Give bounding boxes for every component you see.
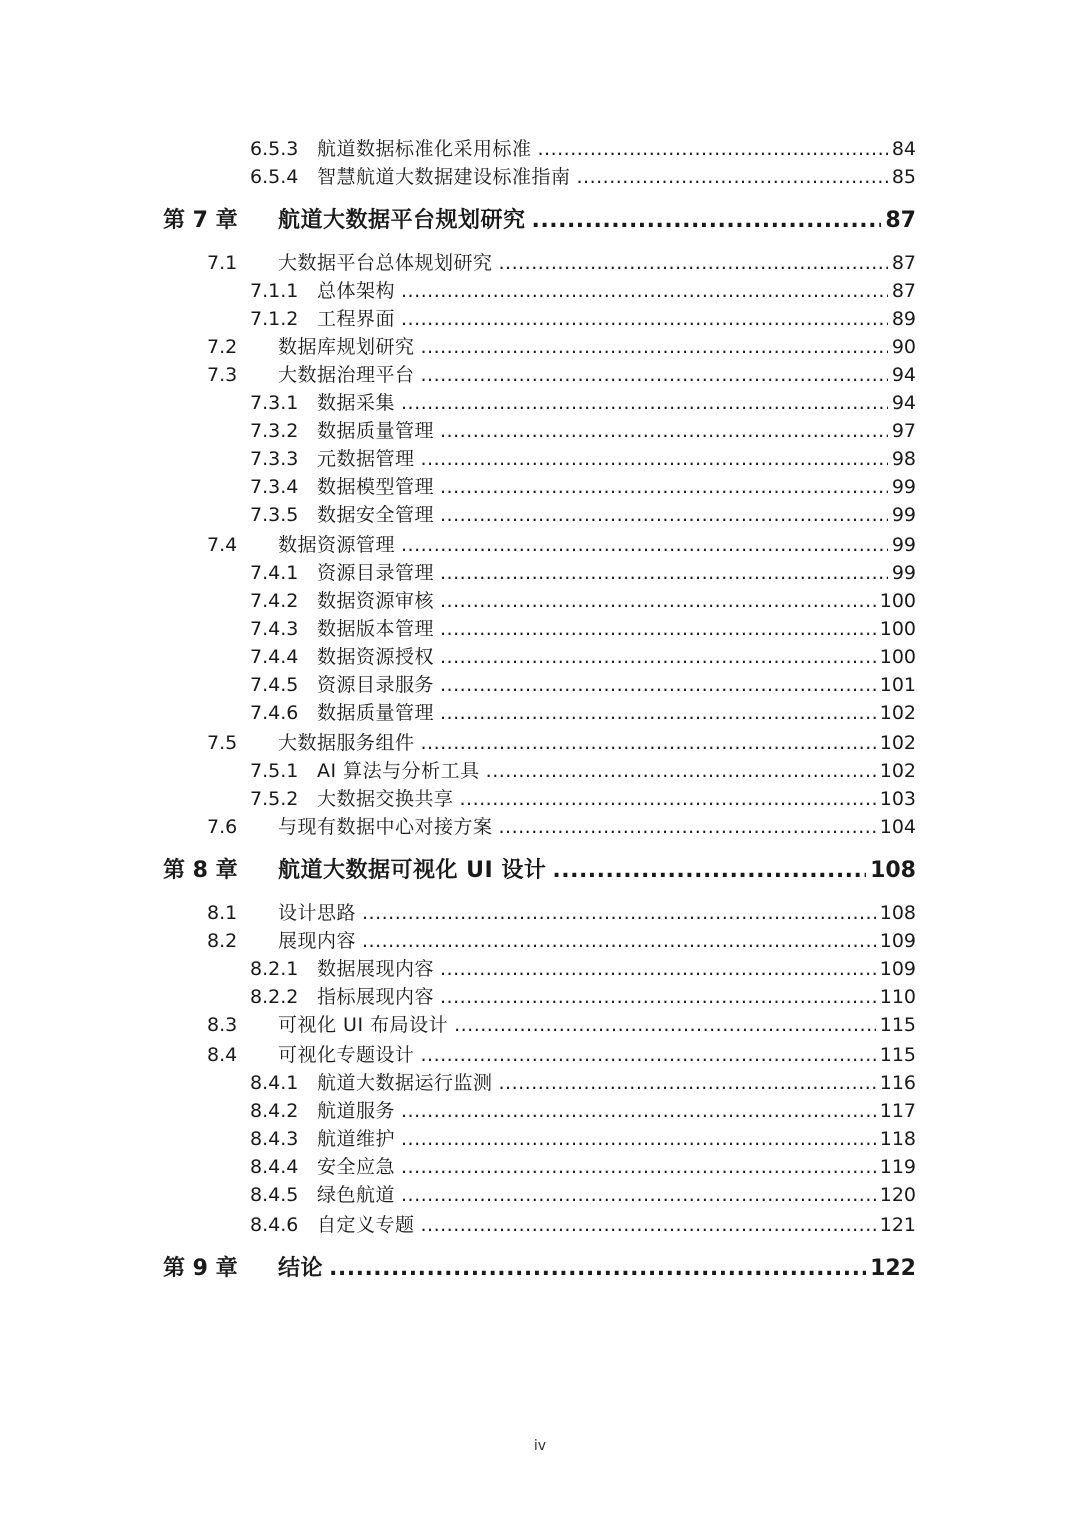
toc-entry-page: 121 [879, 1214, 916, 1236]
toc-entry-title: 数据版本管理 [317, 618, 435, 640]
toc-dot-leader [577, 166, 888, 188]
toc-dot-leader [440, 958, 876, 980]
toc-entry-page: 117 [879, 1100, 916, 1122]
toc-entry-number: 7.6 [207, 816, 238, 838]
toc-subsection-entry[interactable] [250, 642, 916, 668]
toc-dot-leader [401, 534, 888, 556]
toc-entry-number: 8.4.4 [250, 1156, 299, 1178]
toc-entry-title: 航道数据标准化采用标准 [317, 138, 532, 160]
toc-entry-page: 109 [879, 958, 916, 980]
toc-entry-number: 7.3.5 [250, 504, 299, 526]
toc-entry-page: 101 [879, 674, 916, 696]
toc-dot-leader [362, 902, 876, 924]
toc-entry-number: 7.4.6 [250, 702, 299, 724]
toc-entry-title: 数据安全管理 [317, 504, 435, 526]
toc-entry-number: 7.4.1 [250, 562, 299, 584]
toc-subsection-entry[interactable] [250, 276, 916, 302]
toc-entry-number: 7.3.1 [250, 392, 299, 414]
toc-subsection-entry[interactable] [250, 698, 916, 724]
toc-entry-page: 109 [879, 930, 916, 952]
toc-entry-page: 87 [891, 280, 916, 302]
toc-entry-title: 数据质量管理 [317, 420, 435, 442]
toc-subsection-entry[interactable] [250, 1152, 916, 1178]
toc-entry-page: 99 [891, 476, 916, 498]
toc-entry-number: 7.5.1 [250, 760, 299, 782]
toc-dot-leader [440, 674, 876, 696]
toc-entry-number: 7.4.5 [250, 674, 299, 696]
toc-dot-leader [538, 138, 888, 160]
toc-dot-leader [401, 1184, 876, 1206]
toc-entry-page: 99 [891, 562, 916, 584]
toc-subsection-entry[interactable] [250, 954, 916, 980]
toc-entry-number: 8.4.1 [250, 1072, 299, 1094]
toc-entry-title: 元数据管理 [317, 448, 415, 470]
toc-section-entry[interactable] [207, 332, 916, 358]
toc-dot-leader [362, 930, 876, 952]
toc-dot-leader [421, 364, 888, 386]
toc-entry-number: 7.3.4 [250, 476, 299, 498]
toc-dot-leader [440, 476, 888, 498]
toc-entry-number: 7.5 [207, 732, 238, 754]
toc-subsection-entry[interactable] [250, 304, 916, 330]
toc-entry-page: 102 [879, 732, 916, 754]
toc-dot-leader [460, 788, 876, 810]
toc-subsection-entry[interactable] [250, 784, 916, 810]
toc-entry-number: 8.4 [207, 1044, 238, 1066]
toc-subsection-entry[interactable] [250, 614, 916, 640]
toc-chapter-entry[interactable] [163, 203, 916, 233]
toc-entry-title: 数据资源授权 [317, 646, 435, 668]
toc-entry-title: 数据采集 [317, 392, 396, 414]
toc-entry-page: 100 [879, 590, 916, 612]
toc-entry-number: 7.1.1 [250, 280, 299, 302]
toc-entry-title: 大数据治理平台 [278, 364, 415, 386]
toc-entry-page: 99 [891, 504, 916, 526]
toc-subsection-entry[interactable] [250, 472, 916, 498]
toc-entry-title: 安全应急 [317, 1156, 396, 1178]
toc-entry-number: 8.4.3 [250, 1128, 299, 1150]
toc-entry-number: 7.3 [207, 364, 238, 386]
toc-subsection-entry[interactable] [250, 586, 916, 612]
toc-entry-page: 115 [879, 1044, 916, 1066]
toc-entry-page: 89 [891, 308, 916, 330]
toc-entry-page: 120 [879, 1184, 916, 1206]
toc-entry-title: 自定义专题 [317, 1214, 415, 1236]
toc-entry-title: 大数据平台总体规划研究 [278, 252, 493, 274]
toc-section-entry[interactable] [207, 926, 916, 952]
toc-section-entry[interactable] [207, 1040, 916, 1066]
toc-subsection-entry[interactable] [250, 1096, 916, 1122]
toc-entry-number: 8.1 [207, 902, 238, 924]
toc-subsection-entry[interactable] [250, 670, 916, 696]
toc-dot-leader [401, 392, 888, 414]
toc-entry-title: 大数据服务组件 [278, 732, 415, 754]
toc-dot-leader [421, 448, 888, 470]
toc-entry-title: 数据库规划研究 [278, 336, 415, 358]
toc-entry-number: 7.1.2 [250, 308, 299, 330]
toc-subsection-entry[interactable] [250, 500, 916, 526]
toc-dot-leader [401, 1128, 876, 1150]
toc-entry-number: 8.4.5 [250, 1184, 299, 1206]
toc-entry-title: AI 算法与分析工具 [317, 760, 480, 782]
toc-subsection-entry[interactable] [250, 416, 916, 442]
toc-dot-leader [440, 590, 876, 612]
toc-entry-page: 102 [879, 702, 916, 724]
toc-subsection-entry[interactable] [250, 1068, 916, 1094]
toc-entry-title: 资源目录服务 [317, 674, 435, 696]
toc-dot-leader [440, 618, 876, 640]
toc-dot-leader [440, 986, 876, 1008]
toc-dot-leader [499, 252, 888, 274]
toc-entry-page: 94 [891, 364, 916, 386]
toc-entry-page: 99 [891, 534, 916, 556]
toc-section-entry[interactable] [207, 360, 916, 386]
toc-entry-title: 可视化专题设计 [278, 1044, 415, 1066]
toc-entry-page: 122 [870, 1256, 916, 1281]
toc-entry-number: 8.3 [207, 1014, 238, 1036]
toc-entry-title: 航道大数据平台规划研究 [278, 208, 526, 233]
toc-dot-leader [401, 1100, 876, 1122]
toc-entry-title: 绿色航道 [317, 1184, 396, 1206]
toc-dot-leader [440, 702, 876, 724]
toc-entry-page: 104 [879, 816, 916, 838]
toc-entry-page: 110 [879, 986, 916, 1008]
toc-entry-title: 总体架构 [317, 280, 396, 302]
toc-entry-number: 第 7 章 [163, 208, 238, 233]
toc-subsection-entry[interactable] [250, 1124, 916, 1150]
toc-entry-page: 87 [885, 208, 916, 233]
toc-entry-page: 100 [879, 618, 916, 640]
toc-entry-page: 108 [870, 858, 916, 883]
toc-entry-page: 119 [879, 1156, 916, 1178]
toc-entry-title: 数据资源审核 [317, 590, 435, 612]
toc-entry-page: 103 [879, 788, 916, 810]
toc-dot-leader [486, 760, 876, 782]
toc-entry-title: 设计思路 [278, 902, 357, 924]
toc-entry-number: 6.5.4 [250, 166, 299, 188]
toc-dot-leader [421, 732, 876, 754]
toc-dot-leader [401, 308, 888, 330]
toc-entry-number: 8.4.2 [250, 1100, 299, 1122]
toc-subsection-entry[interactable] [250, 756, 916, 782]
toc-section-entry[interactable] [207, 530, 916, 556]
toc-entry-page: 85 [891, 166, 916, 188]
toc-dot-leader [401, 280, 888, 302]
toc-dot-leader [440, 504, 888, 526]
toc-entry-title: 可视化 UI 布局设计 [278, 1014, 449, 1036]
toc-entry-number: 8.2 [207, 930, 238, 952]
toc-entry-page: 97 [891, 420, 916, 442]
toc-chapter-entry[interactable] [163, 1251, 916, 1281]
toc-dot-leader [552, 858, 866, 883]
toc-entry-number: 7.4.3 [250, 618, 299, 640]
toc-entry-number: 7.5.2 [250, 788, 299, 810]
toc-entry-page: 98 [891, 448, 916, 470]
toc-subsection-entry[interactable] [250, 1180, 916, 1206]
toc-entry-title: 与现有数据中心对接方案 [278, 816, 493, 838]
toc-subsection-entry[interactable] [250, 1210, 916, 1236]
toc-chapter-entry[interactable] [163, 853, 916, 883]
toc-entry-title: 大数据交换共享 [317, 788, 454, 810]
toc-entry-title: 航道服务 [317, 1100, 396, 1122]
toc-dot-leader [499, 1072, 876, 1094]
toc-entry-number: 8.2.1 [250, 958, 299, 980]
toc-entry-title: 智慧航道大数据建设标准指南 [317, 166, 571, 188]
toc-entry-title: 数据资源管理 [278, 534, 396, 556]
toc-entry-number: 8.2.2 [250, 986, 299, 1008]
toc-dot-leader [421, 336, 888, 358]
toc-subsection-entry[interactable] [250, 558, 916, 584]
toc-dot-leader [532, 208, 882, 233]
toc-dot-leader [499, 816, 876, 838]
toc-subsection-entry[interactable] [250, 388, 916, 414]
toc-section-entry[interactable] [207, 728, 916, 754]
toc-dot-leader [454, 1014, 876, 1036]
toc-entry-page: 87 [891, 252, 916, 274]
toc-entry-number: 6.5.3 [250, 138, 299, 160]
toc-entry-page: 118 [879, 1128, 916, 1150]
toc-entry-title: 指标展现内容 [317, 986, 435, 1008]
toc-entry-title: 数据模型管理 [317, 476, 435, 498]
toc-entry-page: 94 [891, 392, 916, 414]
toc-entry-page: 84 [891, 138, 916, 160]
toc-entry-page: 90 [891, 336, 916, 358]
toc-dot-leader [421, 1214, 876, 1236]
page-number-footer: iv [533, 1438, 547, 1454]
toc-entry-title: 数据展现内容 [317, 958, 435, 980]
toc-dot-leader [421, 1044, 876, 1066]
toc-entry-number: 7.3.3 [250, 448, 299, 470]
toc-entry-title: 结论 [278, 1256, 324, 1281]
toc-entry-number: 7.1 [207, 252, 238, 274]
toc-entry-number: 7.4 [207, 534, 238, 556]
toc-entry-number: 7.3.2 [250, 420, 299, 442]
toc-subsection-entry[interactable] [250, 982, 916, 1008]
toc-entry-number: 第 9 章 [163, 1256, 238, 1281]
toc-entry-page: 108 [879, 902, 916, 924]
toc-dot-leader [329, 1256, 866, 1281]
toc-entry-title: 展现内容 [278, 930, 357, 952]
toc-entry-page: 102 [879, 760, 916, 782]
toc-section-entry[interactable] [207, 812, 916, 838]
toc-subsection-entry[interactable] [250, 162, 916, 188]
toc-entry-number: 8.4.6 [250, 1214, 299, 1236]
toc-dot-leader [440, 646, 876, 668]
toc-entry-number: 7.4.4 [250, 646, 299, 668]
toc-section-entry[interactable] [207, 898, 916, 924]
toc-entry-number: 7.2 [207, 336, 238, 358]
toc-entry-title: 工程界面 [317, 308, 396, 330]
toc-entry-title: 资源目录管理 [317, 562, 435, 584]
toc-section-entry[interactable] [207, 1010, 916, 1036]
toc-entry-title: 数据质量管理 [317, 702, 435, 724]
toc-entry-title: 航道大数据可视化 UI 设计 [278, 858, 547, 883]
toc-entry-number: 第 8 章 [163, 858, 238, 883]
toc-entry-page: 100 [879, 646, 916, 668]
toc-section-entry[interactable] [207, 248, 916, 274]
toc-dot-leader [401, 1156, 876, 1178]
toc-entry-title: 航道大数据运行监测 [317, 1072, 493, 1094]
toc-subsection-entry[interactable] [250, 134, 916, 160]
toc-entry-page: 116 [879, 1072, 916, 1094]
toc-subsection-entry[interactable] [250, 444, 916, 470]
toc-entry-page: 115 [879, 1014, 916, 1036]
toc-dot-leader [440, 420, 888, 442]
toc-entry-title: 航道维护 [317, 1128, 396, 1150]
toc-dot-leader [440, 562, 888, 584]
toc-entry-number: 7.4.2 [250, 590, 299, 612]
